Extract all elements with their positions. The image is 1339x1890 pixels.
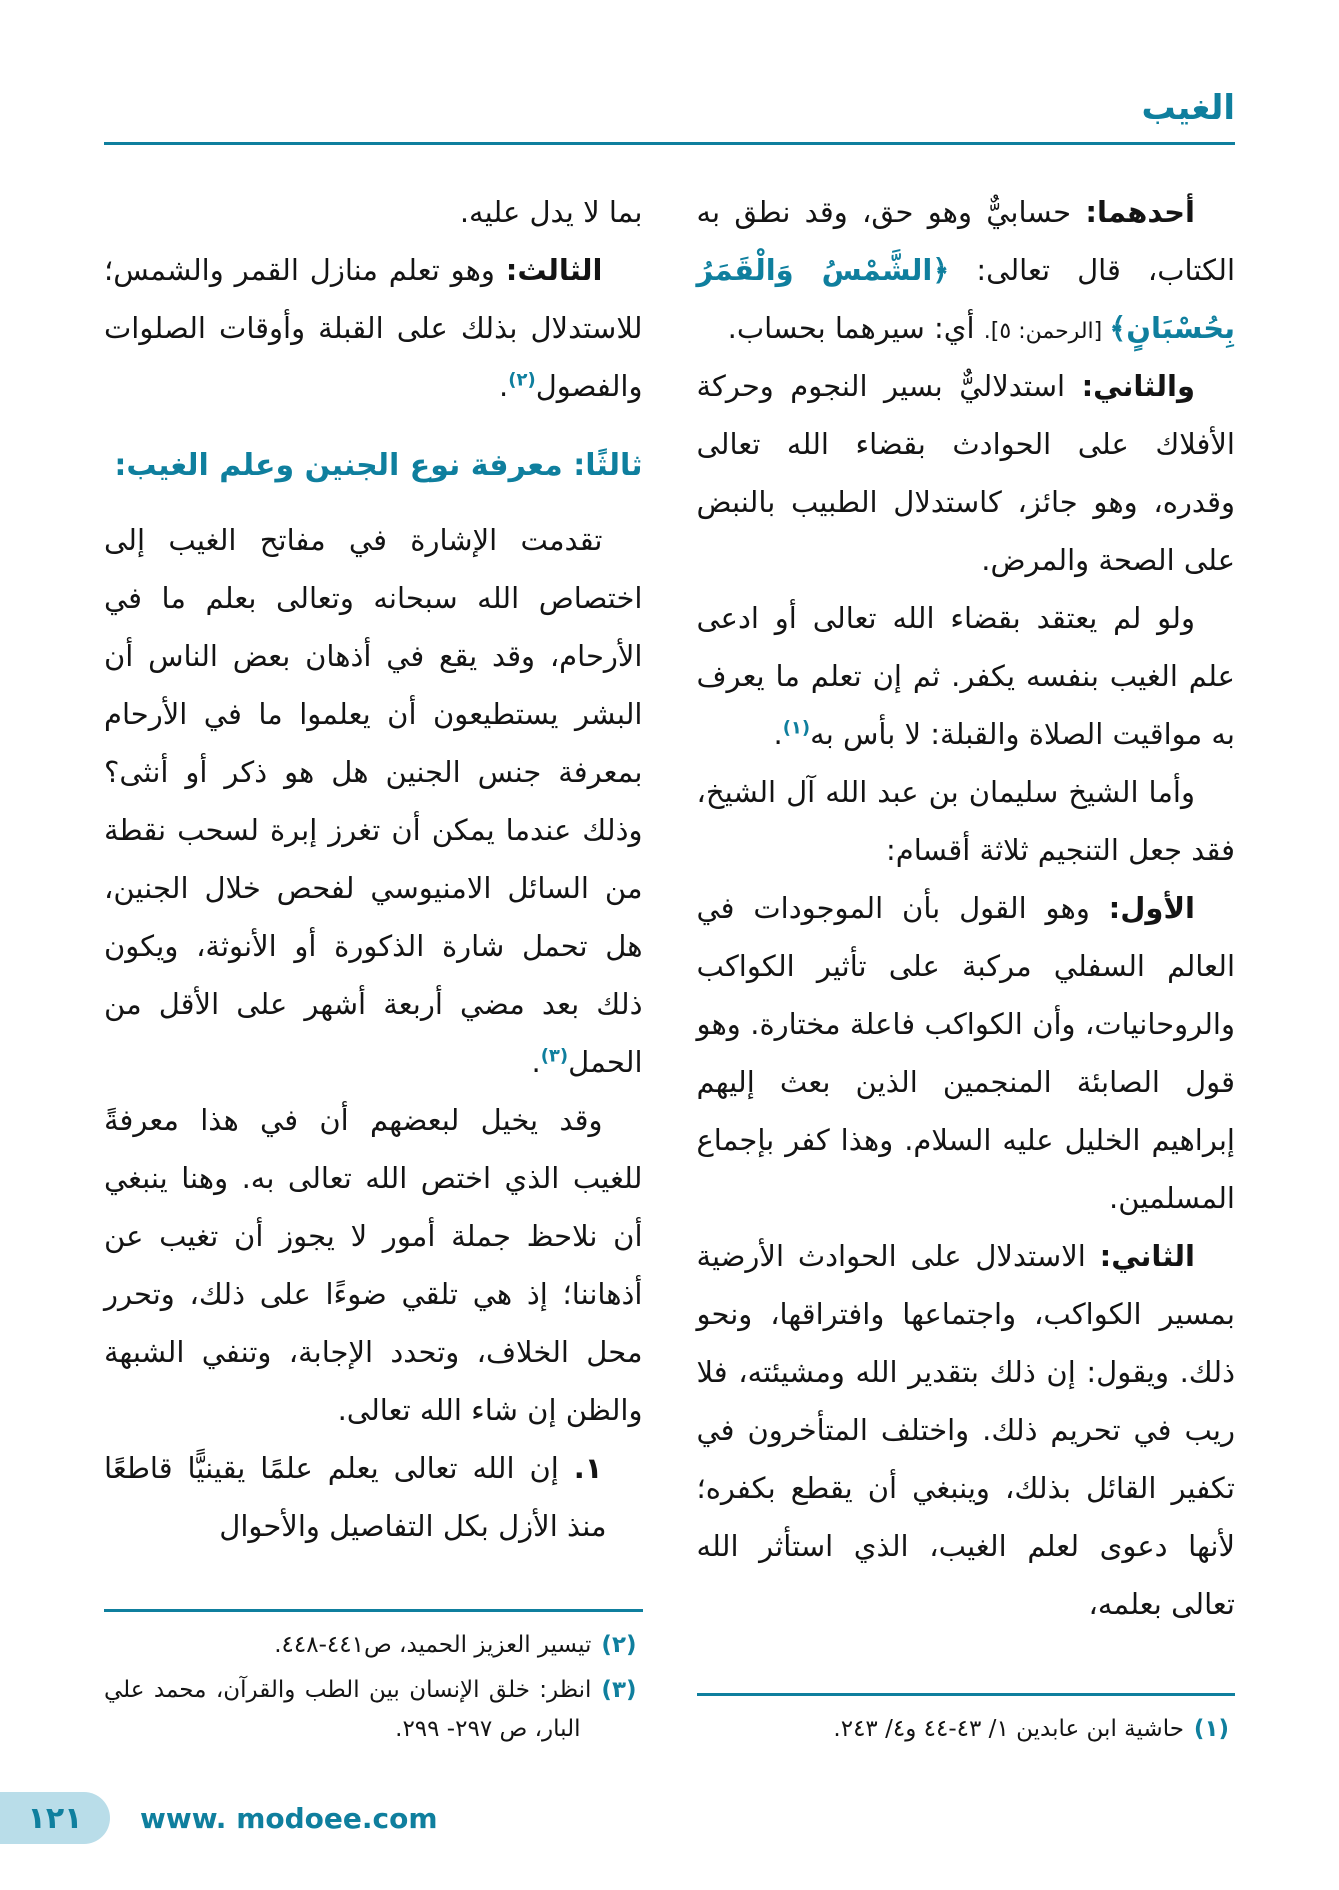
- paragraph-text: تقدمت الإشارة في مفاتح الغيب إلى اختصاص الله سبحانه وتعالى بعلم ما في الأرحام، وقد يقع في أذهان بعض الناس أن البشر يستطيعون أن يعلموا ما في الأرحام بمعرفة جنس الجنين هل هو ذكر أو أنثى؟ وذلك عندما يمكن أن تغرز إبرة لسحب نقطة من السائل الامنيوسي لفحص خلال الجنين، هل تحمل شارة الذكورة أو الأنوثة، ويكون ذلك بعد مضي أربعة أشهر على الأقل من الحمل: [104, 523, 643, 1079]
- footnotes-right: [697, 1693, 1236, 1761]
- paragraph-text: وهو القول بأن الموجودات في العالم السفلي مركبة على تأثير الكواكب والروحانيات، وأن الكواكب فاعلة مختارة. وهو قول الصابئة المنجمين الذين بعث إليهم إبراهيم الخليل عليه السلام. وهذا كفر بإجماع المسلمين.: [696, 891, 1235, 1215]
- footnote: [104, 1671, 637, 1749]
- footnote-marker: (٢): [601, 1631, 637, 1658]
- header-divider: [104, 142, 1235, 145]
- footnote: [697, 1710, 1230, 1749]
- footnote-text: حاشية ابن عابدين ١/ ٤٣-٤٤ و٤/ ٢٤٣.: [833, 1715, 1184, 1742]
- paragraph-text: حسابيٌّ وهو حق، وقد نطق به الكتاب، قال تعالى:: [696, 195, 1235, 287]
- column-left: [104, 183, 643, 1761]
- paragraph: [104, 511, 643, 1091]
- footnote-reference: (٣): [540, 1045, 569, 1067]
- column-right: [697, 183, 1236, 1761]
- paragraph-lead: والثاني:: [1081, 369, 1195, 403]
- footnote-text: انظر: خلق الإنسان بين الطب والقرآن، محمد علي البار، ص ٢٩٧- ٢٩٩.: [104, 1676, 592, 1742]
- paragraph-text: بما لا يدل عليه.: [459, 195, 643, 229]
- paragraph: [104, 241, 643, 415]
- paragraph: [697, 357, 1236, 589]
- page-header: [104, 88, 1235, 145]
- website-link[interactable]: www. modoee.com: [140, 1801, 438, 1835]
- paragraph: [104, 1091, 643, 1439]
- paragraph-text: أي: سيرهما بحساب.: [727, 311, 984, 345]
- paragraph: [697, 1227, 1236, 1633]
- paragraph: [697, 879, 1236, 1227]
- paragraph-text: ولو لم يعتقد بقضاء الله تعالى أو ادعى علم الغيب بنفسه يكفر. ثم إن تعلم ما يعرف به مواقيت الصلاة والقبلة: لا بأس به: [696, 601, 1235, 751]
- paragraph: [697, 763, 1236, 879]
- paragraph-text: .: [531, 1045, 541, 1079]
- page-footer: [0, 1792, 438, 1844]
- paragraph: [697, 183, 1236, 357]
- footnotes-left: [104, 1609, 643, 1761]
- paragraph-text: .: [499, 369, 509, 403]
- paragraph-text: وهو تعلم منازل القمر والشمس؛ للاستدلال بذلك على القبلة وأوقات الصلوات والفصول: [104, 253, 643, 403]
- page-number: ١٢١: [27, 1800, 83, 1836]
- footnote-marker: (٣): [601, 1676, 637, 1703]
- footnote-marker: (١): [1193, 1715, 1229, 1742]
- paragraph-lead: الثالث:: [505, 253, 603, 287]
- paragraph-text: إن الله تعالى يعلم علمًا يقينيًّا قاطعًا منذ الأزل بكل التفاصيل والأحوال: [104, 1451, 607, 1543]
- numbered-item: [104, 1439, 643, 1555]
- paragraph: [697, 589, 1236, 763]
- item-number: ١.: [573, 1451, 603, 1485]
- paragraph-lead: الأول:: [1108, 891, 1195, 925]
- paragraph-lead: أحدهما:: [1085, 195, 1195, 229]
- footnote: [104, 1626, 637, 1665]
- quran-verse: ﴿الشَّمْسُ وَالْقَمَرُ بِحُسْبَانٍ﴾: [696, 253, 1235, 345]
- paragraph-lead: الثاني:: [1099, 1239, 1195, 1273]
- page-number-badge: [0, 1792, 110, 1844]
- section-heading: ثالثًا: معرفة نوع الجنين وعلم الغيب:: [114, 448, 643, 483]
- paragraph: [104, 183, 643, 241]
- footnote-reference: (١): [782, 717, 811, 739]
- paragraph-text: .: [773, 717, 783, 751]
- verse-reference: [الرحمن: ٥].: [983, 319, 1110, 344]
- paragraph-text: الاستدلال على الحوادث الأرضية بمسير الكواكب، واجتماعها وافتراقها، ونحو ذلك. ويقول: إن ذلك بتقدير الله ومشيئته، فلا ريب في تحريم ذلك. واختلف المتأخرون في تكفير القائل بذلك، وينبغي أن يقطع بكفره؛ لأنها دعوى لعلم الغيب، الذي استأثر الله تعالى بعلمه،: [696, 1239, 1235, 1621]
- footnote-reference: (٢): [508, 369, 536, 391]
- paragraph-text: وقد يخيل لبعضهم أن في هذا معرفةً للغيب الذي اختص الله تعالى به. وهنا ينبغي أن نلاحظ جملة أمور لا يجوز أن تغيب عن أذهاننا؛ إذ هي تلقي ضوءًا على ذلك، وتحرر محل الخلاف، وتحدد الإجابة، وتنفي الشبهة والظن إن شاء الله تعالى.: [104, 1103, 643, 1427]
- paragraph-text: استدلاليٌّ بسير النجوم وحركة الأفلاك على الحوادث بقضاء الله تعالى وقدره، وهو جائز، كاستدلال الطبيب بالنبض على الصحة والمرض.: [696, 369, 1235, 577]
- footnote-text: تيسير العزيز الحميد، ص٤٤١-٤٤٨.: [274, 1631, 592, 1658]
- paragraph-text: وأما الشيخ سليمان بن عبد الله آل الشيخ، فقد جعل التنجيم ثلاثة أقسام:: [696, 775, 1235, 867]
- page-title: الغيب: [1141, 88, 1235, 128]
- text-columns: [104, 183, 1235, 1761]
